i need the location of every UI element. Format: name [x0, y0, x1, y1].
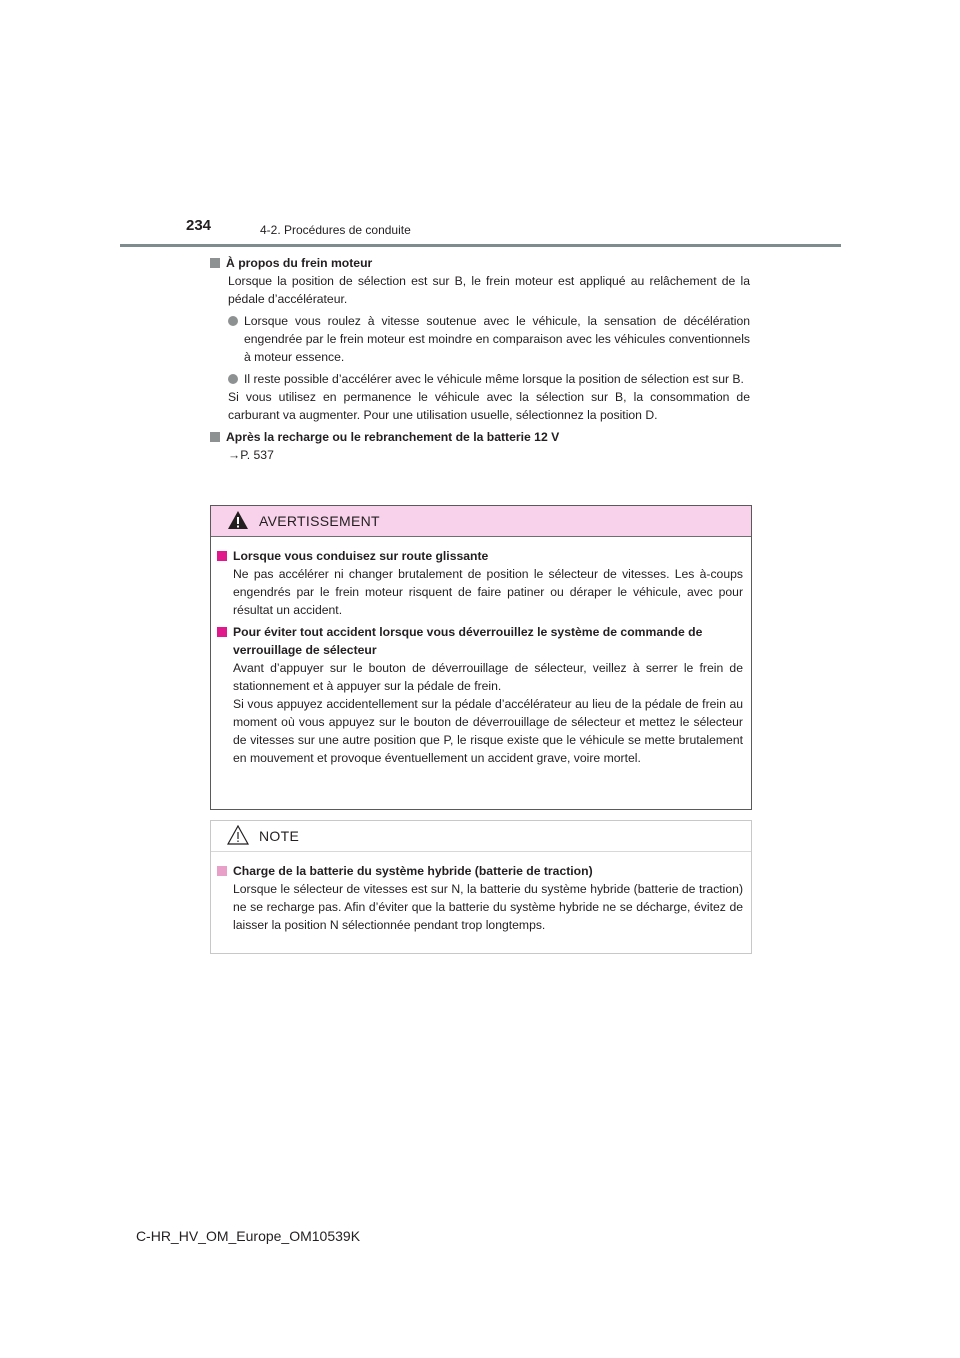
- caution-triangle-icon: [227, 825, 249, 848]
- square-bullet-icon: [217, 627, 227, 637]
- paragraph: Lorsque le sélecteur de vitesses est sur N, la batterie du système hybride (batterie de traction) ne se recharge pas. Afin d’éviter que la batterie du système hybride ne se décharge, évitez de laisser la position N sélectionnée pendant trop longtemps.: [233, 882, 743, 932]
- square-bullet-icon: [217, 866, 227, 876]
- section-heading-engine-brake: [210, 254, 750, 272]
- circle-bullet-icon: [228, 374, 238, 384]
- document-id: C-HR_HV_OM_Europe_OM10539K: [135, 1228, 361, 1244]
- note-heading: [217, 862, 743, 880]
- note-header: [211, 821, 751, 852]
- warning-header: [211, 506, 751, 537]
- warning-heading: [217, 547, 743, 565]
- note-box: [210, 820, 752, 954]
- section-heading-battery: [210, 428, 750, 446]
- heading-text: À propos du frein moteur: [226, 256, 373, 270]
- paragraph: Si vous utilisez en permanence le véhicule avec la sélection sur B, la consommation de carburant va augmenter. Pour une utilisation usuelle, sélectionnez la position D.: [228, 390, 750, 422]
- warning-box: [210, 505, 752, 810]
- header-rule: [120, 244, 841, 247]
- page-reference-link[interactable]: →P. 537: [228, 448, 274, 462]
- square-bullet-icon: [217, 551, 227, 561]
- warning-body: [211, 537, 751, 767]
- main-content: [210, 254, 750, 464]
- paragraph: Lorsque la position de sélection est sur B, le frein moteur est appliqué au relâchement de la pédale d’accélérateur.: [228, 274, 750, 306]
- paragraph: Avant d’appuyer sur le bouton de déverrouillage de sélecteur, veillez à serrer le frein de stationnement et à appuyer sur la pédale de frein.: [233, 661, 743, 693]
- heading-text: Lorsque vous conduisez sur route glissante: [233, 549, 489, 563]
- heading-text: Après la recharge ou le rebranchement de la batterie 12 V: [226, 430, 560, 444]
- page-number: 234: [186, 217, 212, 234]
- square-bullet-icon: [210, 258, 220, 268]
- heading-text: Charge de la batterie du système hybride (batterie de traction): [233, 864, 593, 878]
- list-item-text: Il reste possible d’accélérer avec le véhicule même lorsque la position de sélection est sur B.: [244, 372, 744, 386]
- warning-label: AVERTISSEMENT: [259, 513, 380, 529]
- list-item-text: Lorsque vous roulez à vitesse soutenue avec le véhicule, la sensation de décélération engendrée par le frein moteur est moindre en comparaison avec les véhicules conventionnels à moteur essence.: [244, 314, 750, 364]
- warning-heading: [217, 623, 743, 659]
- note-body: [211, 852, 751, 934]
- list-item: [210, 312, 750, 366]
- paragraph: Si vous appuyez accidentellement sur la pédale d’accélérateur au lieu de la pédale de frein au moment où vous appuyez sur le bouton de déverrouillage de sélecteur et mettez le sélecteur de vitesses sur une autre position que P, le risque existe que le véhicule se mette brutalement en mouvement et provoque éventuellement un accident grave, voire mortel.: [233, 697, 743, 765]
- heading-text: Pour éviter tout accident lorsque vous déverrouillez le système de commande de verrouillage de sélecteur: [233, 625, 703, 657]
- list-item: [210, 370, 750, 388]
- square-bullet-icon: [210, 432, 220, 442]
- warning-triangle-icon: [227, 510, 249, 533]
- paragraph: Ne pas accélérer ni changer brutalement de position le sélecteur de vitesses. Les à-coups engendrés par le frein moteur risquent de faire patiner ou déraper le véhicule, avec pour résultat un accident.: [233, 567, 743, 617]
- circle-bullet-icon: [228, 316, 238, 326]
- section-title: 4-2. Procédures de conduite: [260, 223, 411, 237]
- note-label: NOTE: [259, 828, 300, 844]
